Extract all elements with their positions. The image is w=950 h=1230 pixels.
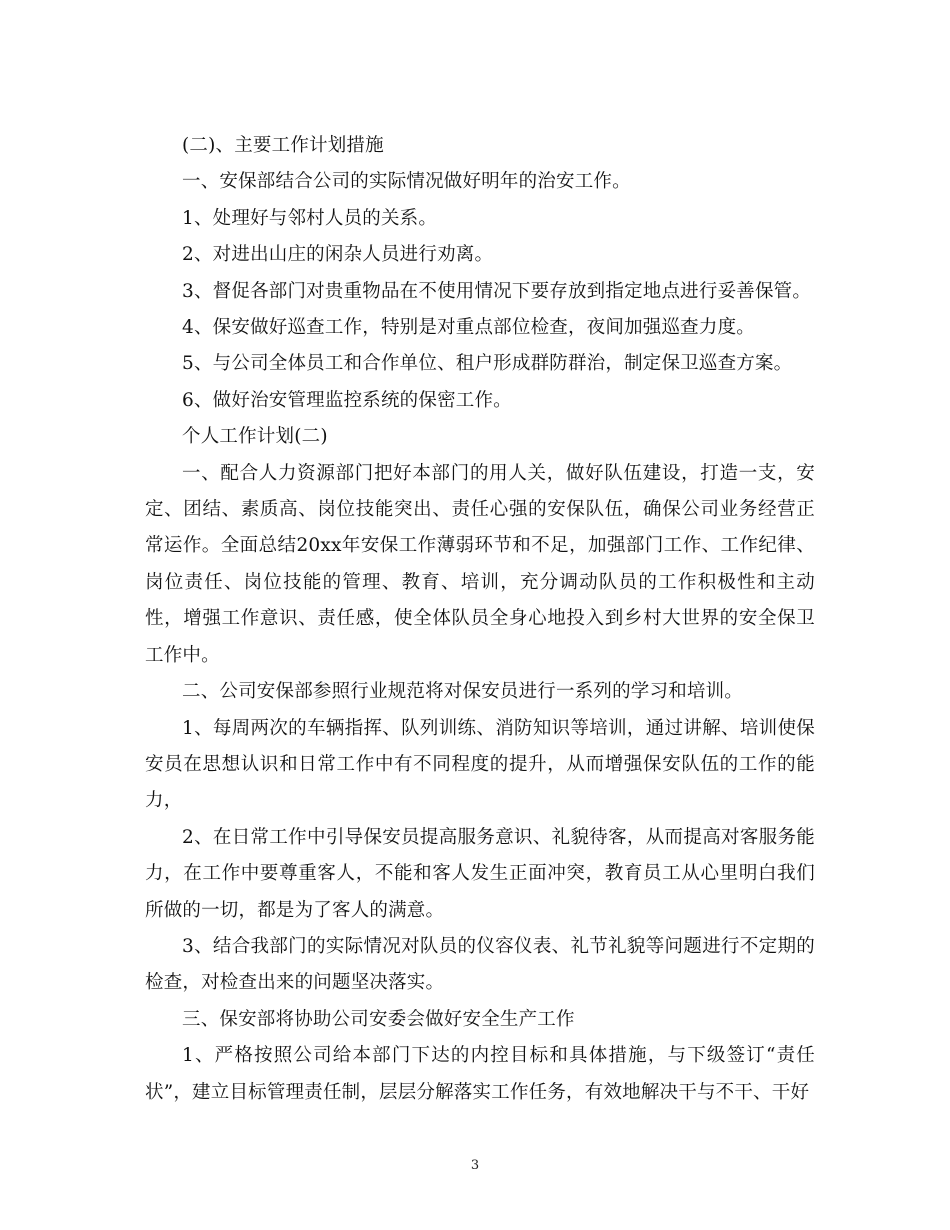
section-heading: (二)、主要工作计划措施 [182,135,384,156]
section-heading: 个人工作计划(二) [182,426,328,448]
page-number: 3 [470,1158,480,1173]
paragraph: 5、与公司全体员工和合作单位、租户形成群防群治，制定保卫巡查方案。 [182,353,793,375]
document-body [145,128,815,1111]
paragraph: 2、对进出山庄的闲杂人员进行劝离。 [182,244,494,266]
paragraph: 3、督促各部门对贵重物品在不使用情况下要存放到指定地点进行妥善保管。 [182,280,812,302]
paragraph: 1、严格按照公司给本部门下达的内控目标和具体措施，与下级签订“责任状”，建立目标管理责任制，层层分解落实工作任务，有效地解决干与不干、干好 [145,1045,815,1103]
paragraph: 4、保安做好巡查工作，特别是对重点部位检查，夜间加强巡查力度。 [182,317,755,339]
paragraph: 3、结合我部门的实际情况对队员的仪容仪表、礼节礼貌等问题进行不定期的检查，对检查出来的问题坚决落实。 [145,935,815,994]
paragraph: 二、公司安保部参照行业规范将对保安员进行一系列的学习和培训。 [182,681,744,703]
paragraph: 1、每周两次的车辆指挥、队列训练、消防知识等培训，通过讲解、培训使保安员在思想认识和日常工作中有不同程度的提升，从而增强保安队伍的工作的能力， [145,717,815,812]
paragraph: 6、做好治安管理监控系统的保密工作。 [182,389,512,411]
paragraph: 一、安保部结合公司的实际情况做好明年的治安工作。 [182,171,631,193]
paragraph: 2、在日常工作中引导保安员提高服务意识、礼貌待客，从而提高对客服务能力，在工作中要尊重客人，不能和客人发生正面冲突，教育员工从心里明白我们所做的一切，都是为了客人的满意。 [145,826,815,921]
section-heading: 三、保安部将协助公司安委会做好安全生产工作 [182,1008,575,1030]
paragraph: 1、处理好与邻村人员的关系。 [182,207,438,229]
paragraph: 一、配合人力资源部门把好本部门的用人关，做好队伍建设，打造一支，安定、团结、素质高、岗位技能突出、责任心强的安保队伍，确保公司业务经营正常运作。全面总结20xx年安保工作薄弱环节和不足，加强部门工作、工作纪律、岗位责任、岗位技能的管理、教育、培训，充分调动队员的工作积极性和主动性，增强工作意识、责任感，使全体队员全身心地投入到乡村大世界的安全保卫工作中。 [145,462,815,666]
